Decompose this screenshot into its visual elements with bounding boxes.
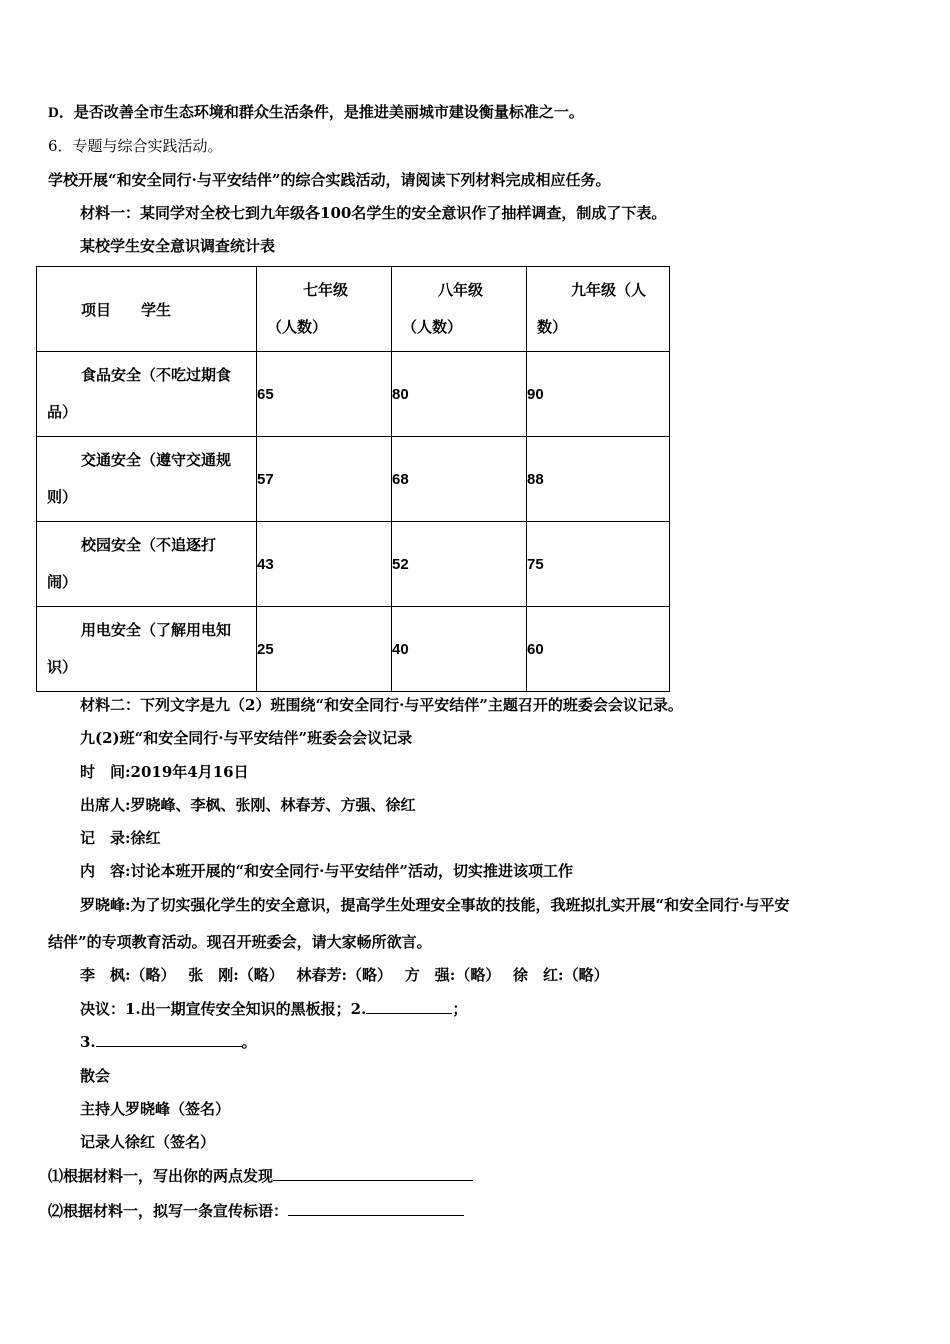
material-one-text: 材料一：某同学对全校七到九年级各100名学生的安全意识作了抽样调查，制成了下表。 [80, 204, 667, 222]
record-recorder: 记 录:徐红 [80, 829, 161, 847]
table-corner-cell [37, 267, 257, 352]
value-cell: 75 [527, 522, 670, 607]
value-cell: 88 [527, 437, 670, 522]
row-label-electricity [37, 607, 257, 692]
resolution-1-end: ； [452, 1000, 468, 1018]
question-1 [48, 1166, 473, 1186]
answer-blank-q1[interactable] [273, 1166, 473, 1181]
question-1-text: ⑴根据材料一，写出你的两点发现 [48, 1167, 274, 1185]
answer-blank-3[interactable] [96, 1032, 242, 1047]
value-cell: 25 [257, 607, 392, 692]
table-header-row [37, 267, 670, 352]
record-content: 内 容:讨论本班开展的“和安全同行·与平安结伴”活动，切实推进该项工作 [80, 862, 574, 880]
speakers-line: 李 枫:（略） 张 刚:（略） 林春芳:（略） 方 强:（略） 徐 红:（略） [80, 966, 609, 984]
value-cell: 52 [392, 522, 527, 607]
header-grade-7-line2: （人数） [267, 318, 328, 336]
option-d-letter: D． [48, 105, 74, 121]
row-label-line1: 校园安全（不追逐打 [81, 536, 217, 554]
resolution-2-text: 3. [80, 1033, 96, 1051]
activity-intro: 学校开展“和安全同行·与平安结伴”的综合实践活动，请阅读下列材料完成相应任务。 [48, 171, 611, 189]
option-d [48, 102, 584, 123]
row-label-line2: 识） [47, 658, 78, 676]
row-label-campus [37, 522, 257, 607]
adjourn-text: 散会 [80, 1067, 111, 1085]
record-title: 九(2)班“和安全同行·与平安结伴”班委会会议记录 [80, 729, 413, 747]
survey-table [36, 266, 670, 692]
header-grade-9 [527, 267, 670, 352]
table-row [37, 352, 670, 437]
row-label-line1: 交通安全（遵守交通规 [81, 451, 232, 469]
luo-speech-line2: 结伴”的专项教育活动。现召开班委会，请大家畅所欲言。 [48, 933, 432, 951]
record-attendees: 出席人:罗晓峰、李枫、张刚、林春芳、方强、徐红 [80, 796, 416, 814]
header-grade-7-line1: 七年级 [303, 281, 349, 299]
table-row [37, 522, 670, 607]
header-grade-8-line1: 八年级 [438, 281, 484, 299]
value-cell: 80 [392, 352, 527, 437]
header-grade-9-line1: 九年级（人 [571, 281, 647, 299]
question-6-title: 6．专题与综合实践活动。 [48, 137, 223, 155]
row-label-line2: 则） [47, 488, 78, 506]
header-grade-9-line2: 数） [537, 318, 568, 336]
resolution-line2 [80, 1032, 257, 1052]
record-time: 时 间:2019年4月16日 [80, 763, 249, 781]
value-cell: 57 [257, 437, 392, 522]
value-cell: 40 [392, 607, 527, 692]
row-label-line1: 食品安全（不吃过期食 [81, 366, 232, 384]
corner-label: 项目 学生 [81, 300, 172, 319]
option-d-text: 是否改善全市生态环境和群众生活条件，是推进美丽城市建设衡量标准之一。 [73, 103, 584, 121]
table-row [37, 437, 670, 522]
value-cell: 43 [257, 522, 392, 607]
question-2 [48, 1201, 464, 1221]
row-label-line1: 用电安全（了解用电知 [81, 621, 232, 639]
table-title: 某校学生安全意识调查统计表 [80, 237, 276, 255]
answer-blank-2[interactable] [366, 999, 452, 1014]
value-cell: 65 [257, 352, 392, 437]
resolution-2-end: 。 [241, 1033, 257, 1051]
row-label-traffic [37, 437, 257, 522]
row-label-line2: 闹） [47, 573, 78, 591]
row-label-food [37, 352, 257, 437]
question-2-text: ⑵根据材料一，拟写一条宣传标语： [48, 1202, 289, 1220]
resolution-line1 [80, 999, 467, 1019]
table-row [37, 607, 670, 692]
host-signature: 主持人罗晓峰（签名） [80, 1100, 231, 1118]
recorder-signature: 记录人徐红（签名） [80, 1133, 216, 1151]
header-grade-8 [392, 267, 527, 352]
value-cell: 90 [527, 352, 670, 437]
header-grade-7 [257, 267, 392, 352]
row-label-line2: 品） [47, 403, 78, 421]
answer-blank-q2[interactable] [288, 1201, 464, 1216]
luo-speech-line1: 罗晓峰:为了切实强化学生的安全意识，提高学生处理安全事故的技能，我班拟扎实开展“和安全同行·与平安 [80, 896, 790, 914]
value-cell: 68 [392, 437, 527, 522]
header-grade-8-line2: （人数） [402, 318, 463, 336]
resolution-1-text: 决议：1.出一期宣传安全知识的黑板报；2. [80, 1000, 367, 1018]
material-two-text: 材料二：下列文字是九（2）班围绕“和安全同行·与平安结伴”主题召开的班委会会议记录。 [80, 696, 683, 714]
value-cell: 60 [527, 607, 670, 692]
